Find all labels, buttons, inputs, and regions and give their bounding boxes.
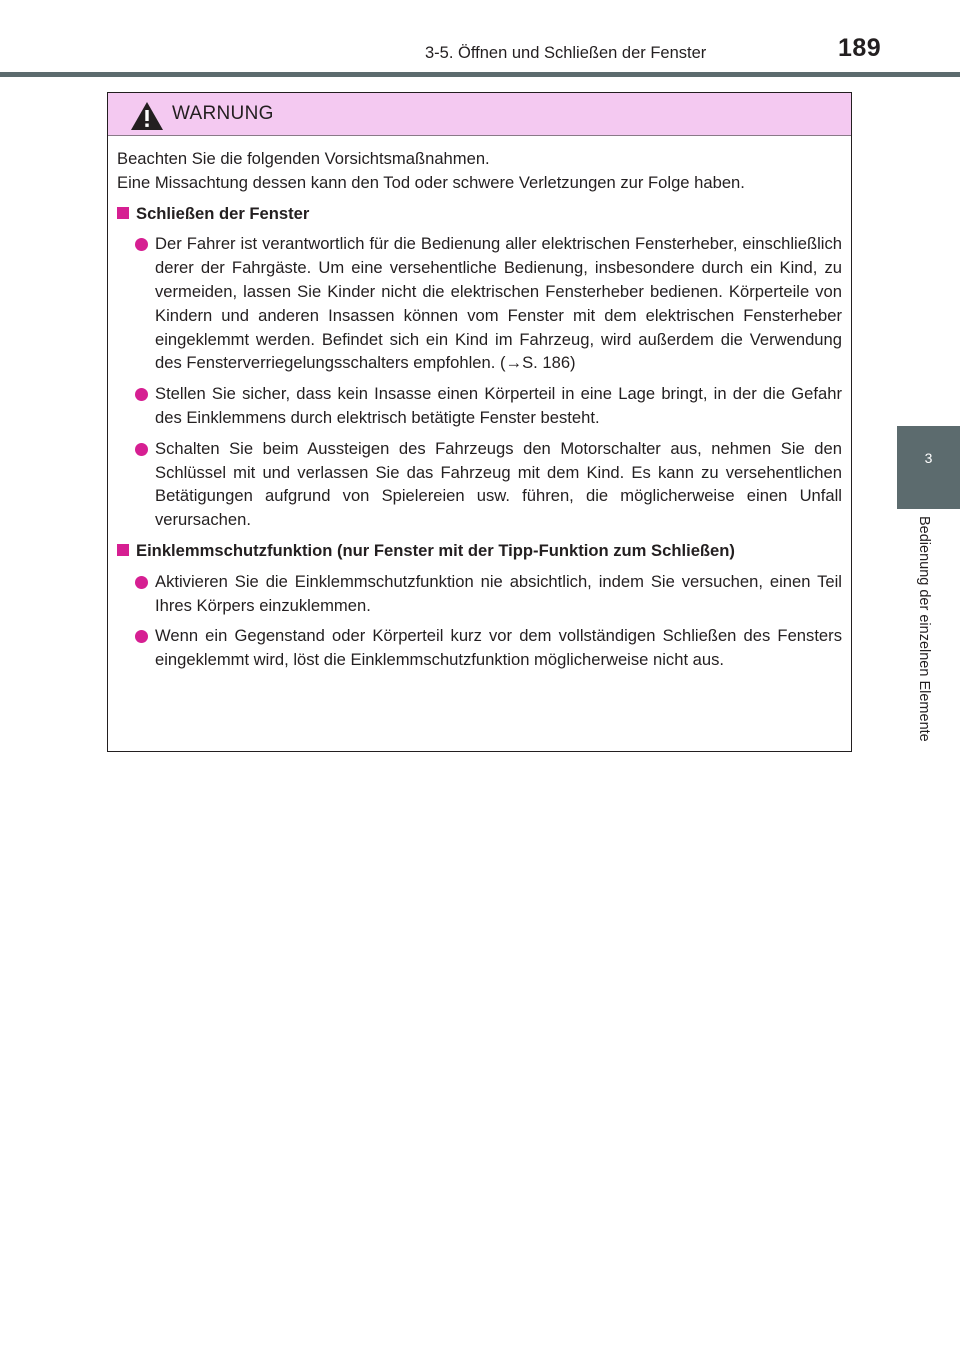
chapter-tab [897, 426, 960, 509]
warning-intro-line: Beachten Sie die folgenden Vorsichtsmaßnahmen. [117, 149, 490, 168]
bullet-item [117, 624, 842, 672]
warning-box [107, 92, 852, 752]
bullet-item [117, 570, 842, 618]
section-heading-text: Einklemmschutzfunktion (nur Fenster mit der Tipp-Funktion zum Schließen) [136, 540, 735, 560]
warning-intro-line: Eine Missachtung dessen kann den Tod oder schwere Verletzungen zur Folge haben. [117, 172, 745, 192]
bullet-item [117, 437, 842, 532]
warning-body [108, 136, 851, 672]
bullet-text: Stellen Sie sicher, dass kein Insasse einen Körperteil in eine Lage bringt, in der die Gefahr des Einklemmens durch elektrisch betätigte Fenster besteht. [155, 384, 842, 427]
warning-triangle-icon [130, 101, 164, 131]
section-heading [117, 539, 842, 563]
page-header [0, 0, 960, 78]
bullet-item [117, 382, 842, 430]
chapter-tab-number: 3 [924, 450, 933, 466]
circle-bullet-icon [135, 443, 148, 456]
bullet-text: Der Fahrer ist verantwortlich für die Bedienung aller elektrischen Fensterheber, einschließlich derer der Fahrgäste. Um eine versehentliche Bedienung, insbesondere durch ein Kind, zu vermeiden, lassen Sie Kinder nicht die elektrischen Fensterheber bedienen. Körperteile von Kindern und anderen Insassen können vom Fenster mit dem elektrischen Fensterheber eingeklemmt werden. Befindet sich ein Kind im Fahrzeug, wird außerdem die Verwendung des Fensterverriegelungsschalters empfohlen. (→S. 186) [155, 234, 842, 373]
warning-header [108, 93, 851, 136]
circle-bullet-icon [135, 388, 148, 401]
header-divider [0, 72, 960, 77]
page-number: 189 [838, 34, 882, 62]
circle-bullet-icon [135, 238, 148, 251]
warning-title: WARNUNG [172, 103, 274, 124]
chapter-title: 3-5. Öffnen und Schließen der Fenster [425, 44, 707, 62]
square-bullet-icon [117, 544, 129, 556]
bullet-item [117, 232, 842, 375]
circle-bullet-icon [135, 630, 148, 643]
bullet-text: Aktivieren Sie die Einklemmschutzfunktion nie absichtlich, indem Sie versuchen, einen Teil Ihres Körpers einzuklemmen. [155, 571, 842, 615]
square-bullet-icon [117, 207, 129, 219]
bullet-text: Wenn ein Gegenstand oder Körperteil kurz vor dem vollständigen Schließen des Fensters eingeklemmt wird, löst die Einklemmschutzfunktion möglicherweise nicht aus. [155, 626, 842, 670]
bullet-text: Schalten Sie beim Aussteigen des Fahrzeugs den Motorschalter aus, nehmen Sie den Schlüssel mit und verlassen Sie das Fahrzeug mit dem Kind. Es kann zu versehentlichen Betätigungen aufgrund von Spielereien usw. führen, die möglicherweise einen Unfall verursachen. [155, 438, 842, 530]
chapter-tab-label: Bedienung der einzelnen Elemente [916, 516, 932, 742]
section-heading-text: Schließen der Fenster [136, 203, 310, 223]
circle-bullet-icon [135, 576, 148, 589]
section-heading [117, 202, 842, 226]
